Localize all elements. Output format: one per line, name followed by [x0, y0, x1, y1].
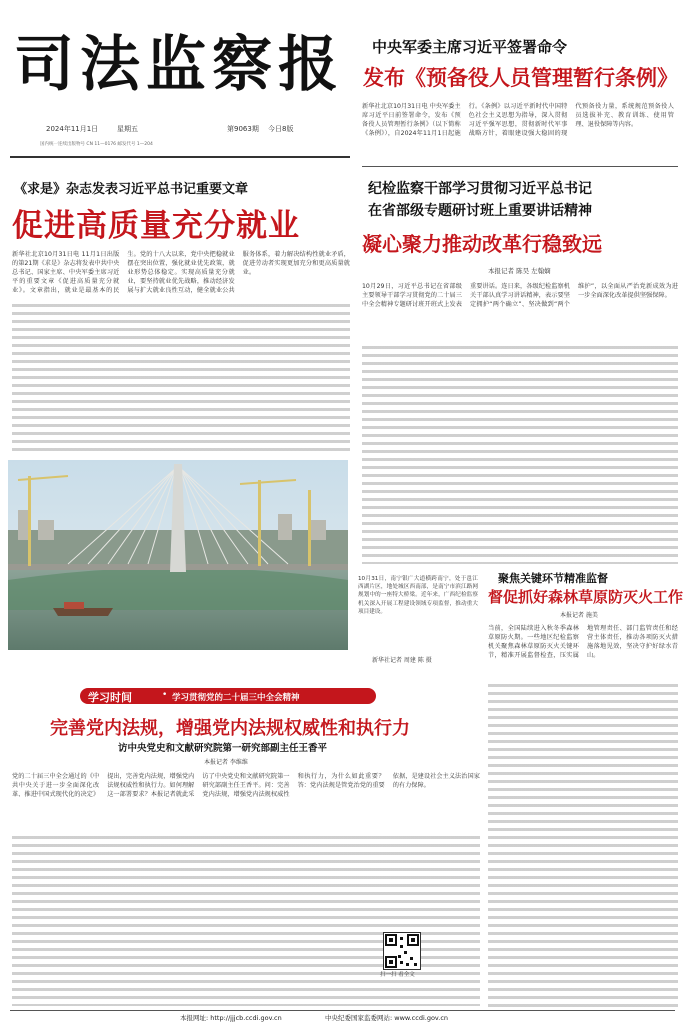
study-tag: 学习贯彻党的二十届三中全会精神: [172, 693, 300, 703]
photo-caption: [358, 575, 478, 657]
bridge-photo: [8, 460, 348, 650]
top-story-rule: [362, 166, 678, 167]
study-qr-label: 扫一扫 看全文: [380, 972, 415, 978]
forest-kicker: 聚焦关键环节精准监督: [498, 572, 608, 585]
jiwei-headline: 凝心聚力推动改革行稳致远: [362, 232, 602, 256]
study-label: 学习时间: [88, 691, 132, 704]
footer-right: 中央纪委国家监委网站: www.ccdi.gov.cn: [325, 1014, 449, 1022]
study-body-filler: [12, 836, 480, 1006]
study-banner: [80, 688, 376, 704]
jiwei-kicker-line2: 在省部级专题研讨班上重要讲话精神: [368, 203, 592, 219]
study-byline: 本报记者 李维维: [204, 759, 248, 766]
jiwei-byline: 本报记者 陈昊 左翰嫡: [488, 267, 551, 275]
masthead-info-bar: [12, 124, 342, 138]
masthead-rule: [10, 156, 350, 158]
issue-number: 第9063期: [227, 125, 259, 133]
top-story-kicker: 中央军委主席习近平签署命令: [372, 38, 568, 56]
qiushi-headline: 促进高质量充分就业: [12, 208, 300, 244]
photo-caption-text: 10月31日，南宁银广大道横跨南宁，处于邕江西湖片区，地处城区西南部，是南宁市滨江路网规划中的一座特大桥梁。近年来，广西纪检监察机关深入开展工程建设领域专项监督，推动重大项目建设。: [358, 576, 478, 615]
study-headline: 完善党内法规，增强党内法规权威性和执行力: [50, 718, 410, 739]
study-subtitle: 访中央党史和文献研究院第一研究部副主任王香平: [118, 743, 328, 754]
qiushi-body-filler: [12, 304, 350, 454]
jiwei-body-filler: [362, 346, 678, 564]
forest-body-filler: [488, 684, 678, 1008]
top-story-headline: 发布《预备役人员管理暂行条例》: [363, 65, 678, 90]
study-bullet-icon: •: [162, 690, 168, 700]
forest-byline: 本报记者 施美: [560, 612, 598, 619]
forest-body: 当前，全国陆续进入秋冬季森林草原防火期。一些地区纪检监察机关聚焦森林草原防灭火关键环节，精准开展监督检查，压实属地管理责任、部门监管责任和经营主体责任，推动各项防灭火措施落地见效，坚决守护好绿水青山。: [488, 625, 678, 659]
footer-left: 本报网址: http://jjjcb.ccdi.gov.cn: [180, 1014, 282, 1022]
study-body: 党的二十届三中全会通过的《中共中央关于进一步全面深化改革、推进中国式现代化的决定》提出，完善党内法规，增强党内法规权威性和执行力。如何理解这一部署要求？本报记者就此采访了中央党史和文献研究院第一研究部副主任王香平。问：完善党内法规，增强党内法规权威性和执行力，为什么如此重要？答：党内法规是管党治党的重要依据，是建设社会主义法治国家的有力保障。: [12, 773, 480, 798]
masthead-sub-info: 国内统一连续出版物号 CN 11—0176 邮发代号 1—204: [40, 142, 153, 147]
masthead-title: 司法监察报: [14, 30, 344, 100]
footer-rule: [10, 1010, 675, 1011]
issue-weekday: 星期五: [117, 125, 138, 133]
issue-date: 2024年11月1日: [46, 125, 99, 133]
study-qr-code[interactable]: [383, 932, 421, 970]
jiwei-body: 10月29日，习近平总书记在省部级主要领导干部学习贯彻党的二十届三中全会精神专题研讨班开班式上发表重要讲话。连日来，各级纪检监察机关干部认真学习讲话精神，表示要坚定拥护“两个确立”、坚决做到“两个维护”，以全面从严治党新成效为进一步全面深化改革提供坚强保障。: [362, 283, 678, 308]
jiwei-kicker-line1: 纪检监察干部学习贯彻习近平总书记: [368, 181, 592, 197]
qiushi-body: 新华社北京10月31日电 11月1日出版的第21期《求是》杂志将发表中共中央总书记、国家主席、中央军委主席习近平的重要文章《促进高质量充分就业》。文章指出，就业是最基本的民生。党的十八大以来，党中央把稳就业摆在突出位置，强化就业优先政策，就业形势总体稳定。实现高质量充分就业，要坚持就业优先战略，推动经济发展与扩大就业良性互动，健全就业公共服务体系，着力解决结构性就业矛盾，促进劳动者实现更加充分和更高质量就业。: [12, 251, 350, 294]
photo-credit: 新华社记者 周建 陈 摄: [372, 657, 432, 664]
issue-pages: 今日8版: [268, 125, 294, 133]
top-story-body: 新华社北京10月31日电 中央军委主席习近平日前签署命令，发布《预备役人员管理暂行条例》（以下简称《条例》），自2024年11月1日起施行。《条例》以习近平新时代中国特色社会主义思想为指导，深入贯彻习近平强军思想，贯彻新时代军事战略方针，着眼建设强大稳固的现代预备役力量，系统规范预备役人员选拔补充、教育训练、使用管理、退役保障等内容。: [362, 103, 674, 137]
forest-headline: 督促抓好森林草原防灭火工作: [488, 588, 684, 606]
qiushi-kicker: 《求是》杂志发表习近平总书记重要文章: [14, 182, 249, 197]
